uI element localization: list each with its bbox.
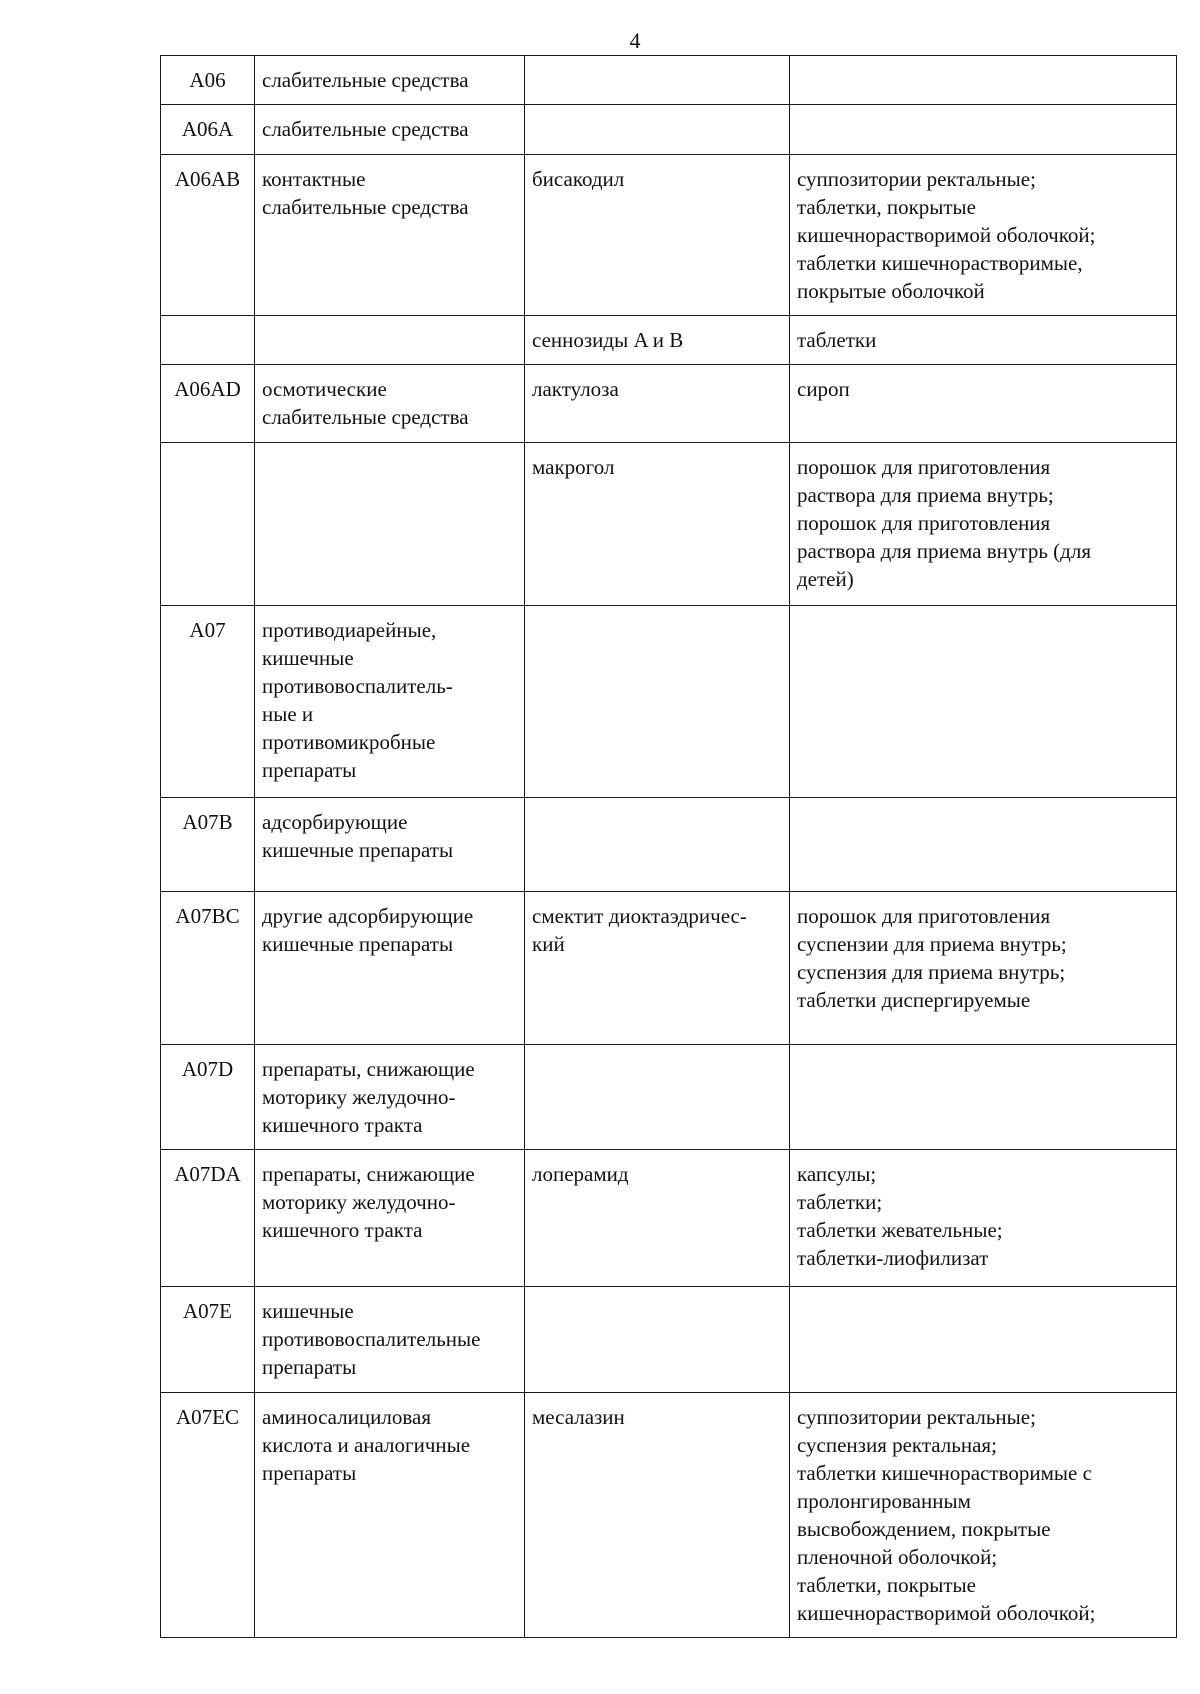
form-line: пленочной оболочкой; [797,1545,998,1569]
group-line: препараты [262,1461,357,1485]
atc-code-cell [161,105,255,155]
forms-cell [790,1393,1177,1638]
form-line: таблетки, покрытые [797,195,976,219]
form-line: суппозитории ректальные; [797,1405,1036,1429]
atc-code-cell [161,365,255,443]
substance-cell [525,1287,790,1393]
substance-line: лактулоза [532,377,619,401]
form-line: порошок для приготовления [797,904,1051,928]
table-row [161,56,1177,105]
substance-cell [525,56,790,105]
form-line: суппозитории ректальные; [797,167,1036,191]
form-line: капсулы; [797,1162,877,1186]
substance-cell [525,443,790,606]
forms-cell [790,1045,1177,1150]
table-row [161,443,1177,606]
group-cell [255,155,525,316]
substance-line: кий [532,932,565,956]
forms-cell [790,798,1177,892]
atc-code: A06AB [174,167,241,191]
group-cell [255,1045,525,1150]
group-line: кишечные препараты [262,838,454,862]
group-cell [255,56,525,105]
form-line: суспензия для приема внутрь; [797,960,1066,984]
page-number: 4 [629,28,641,53]
table-row [161,155,1177,316]
group-line: слабительные средства [262,117,469,141]
atc-code-cell [161,1287,255,1393]
substance-cell [525,155,790,316]
group-line: препараты, снижающие [262,1057,475,1081]
atc-code: A07BC [175,904,240,928]
forms-cell [790,105,1177,155]
form-line: кишечнорастворимой оболочкой; [797,223,1096,247]
substance-line: сеннозиды A и B [532,328,684,352]
forms-cell [790,56,1177,105]
table-row [161,1287,1177,1393]
atc-code: A07D [181,1057,234,1081]
substance-cell [525,1150,790,1287]
group-line: контактные [262,167,366,191]
form-line: суспензия ректальная; [797,1433,997,1457]
form-line: раствора для приема внутрь (для [797,539,1091,563]
form-line: таблетки-лиофилизат [797,1246,989,1270]
group-cell [255,443,525,606]
substance-line: месалазин [532,1405,625,1429]
form-line: порошок для приготовления [797,511,1051,535]
forms-cell [790,1150,1177,1287]
atc-code: A06 [189,68,226,92]
forms-cell [790,316,1177,365]
atc-code-cell [161,606,255,798]
form-line: таблетки; [797,1190,883,1214]
table-row [161,606,1177,798]
form-line: таблетки кишечнорастворимые с [797,1461,1092,1485]
form-line: кишечнорастворимой оболочкой; [797,1601,1096,1625]
table-row [161,798,1177,892]
group-line: противовоспалитель- [262,674,453,698]
group-line: слабительные средства [262,195,469,219]
form-line: таблетки кишечнорастворимые, [797,251,1083,275]
atc-code: A07 [189,618,226,642]
group-cell [255,1393,525,1638]
group-line: адсорбирующие [262,810,408,834]
form-line: порошок для приготовления [797,455,1051,479]
atc-code: A06A [181,117,234,141]
form-line: суспензии для приема внутрь; [797,932,1067,956]
atc-code: A07E [183,1299,232,1323]
form-line: таблетки [797,328,877,352]
atc-code-cell [161,316,255,365]
forms-cell [790,155,1177,316]
atc-code-cell [161,892,255,1045]
group-line: другие адсорбирующие [262,904,474,928]
form-line: детей) [797,567,854,591]
group-line: противовоспалительные [262,1327,481,1351]
form-line: таблетки диспергируемые [797,988,1031,1012]
forms-cell [790,443,1177,606]
group-line: препараты [262,758,357,782]
group-line: кишечного тракта [262,1113,423,1137]
group-line: слабительные средства [262,405,469,429]
substance-cell [525,1393,790,1638]
atc-code-cell [161,798,255,892]
group-cell [255,1150,525,1287]
form-line: раствора для приема внутрь; [797,483,1054,507]
atc-code-cell [161,155,255,316]
atc-code: A07DA [174,1162,241,1186]
drug-table [160,55,1177,1638]
group-line: препараты [262,1355,357,1379]
atc-code-cell [161,1150,255,1287]
atc-code: A07B [182,810,233,834]
group-line: кислота и аналогичные [262,1433,471,1457]
form-line: сироп [797,377,850,401]
atc-code-cell [161,1393,255,1638]
group-line: препараты, снижающие [262,1162,475,1186]
table-row [161,105,1177,155]
table-row [161,892,1177,1045]
substance-cell [525,105,790,155]
form-line: высвобождением, покрытые [797,1517,1051,1541]
form-line: таблетки жевательные; [797,1218,1003,1242]
group-line: слабительные средства [262,68,469,92]
substance-cell [525,365,790,443]
table-body [161,56,1177,1638]
substance-line: смектит диоктаэдричес- [532,904,747,928]
group-cell [255,316,525,365]
table-row [161,316,1177,365]
atc-code: A06AD [174,377,241,401]
group-cell [255,1287,525,1393]
group-line: аминосалициловая [262,1405,431,1429]
group-cell [255,892,525,1045]
group-line: кишечные [262,646,354,670]
table-row [161,1150,1177,1287]
group-line: противомикробные [262,730,436,754]
substance-line: макрогол [532,455,615,479]
group-line: ные и [262,702,314,726]
form-line: покрытые оболочкой [797,279,985,303]
group-line: кишечного тракта [262,1218,423,1242]
forms-cell [790,892,1177,1045]
group-cell [255,606,525,798]
group-cell [255,105,525,155]
substance-cell [525,606,790,798]
group-line: кишечные [262,1299,354,1323]
forms-cell [790,1287,1177,1393]
group-cell [255,365,525,443]
group-line: противодиарейные, [262,618,437,642]
table-row [161,1045,1177,1150]
substance-line: лоперамид [532,1162,629,1186]
form-line: таблетки, покрытые [797,1573,976,1597]
forms-cell [790,365,1177,443]
group-line: моторику желудочно- [262,1190,456,1214]
group-line: кишечные препараты [262,932,454,956]
atc-code-cell [161,1045,255,1150]
substance-cell [525,798,790,892]
substance-cell [525,1045,790,1150]
forms-cell [790,606,1177,798]
form-line: пролонгированным [797,1489,971,1513]
group-line: осмотические [262,377,387,401]
table-row [161,1393,1177,1638]
substance-cell [525,892,790,1045]
atc-code-cell [161,443,255,606]
group-line: моторику желудочно- [262,1085,456,1109]
table-row [161,365,1177,443]
atc-code: A07EC [176,1405,239,1429]
substance-cell [525,316,790,365]
substance-line: бисакодил [532,167,625,191]
group-cell [255,798,525,892]
atc-code-cell [161,56,255,105]
